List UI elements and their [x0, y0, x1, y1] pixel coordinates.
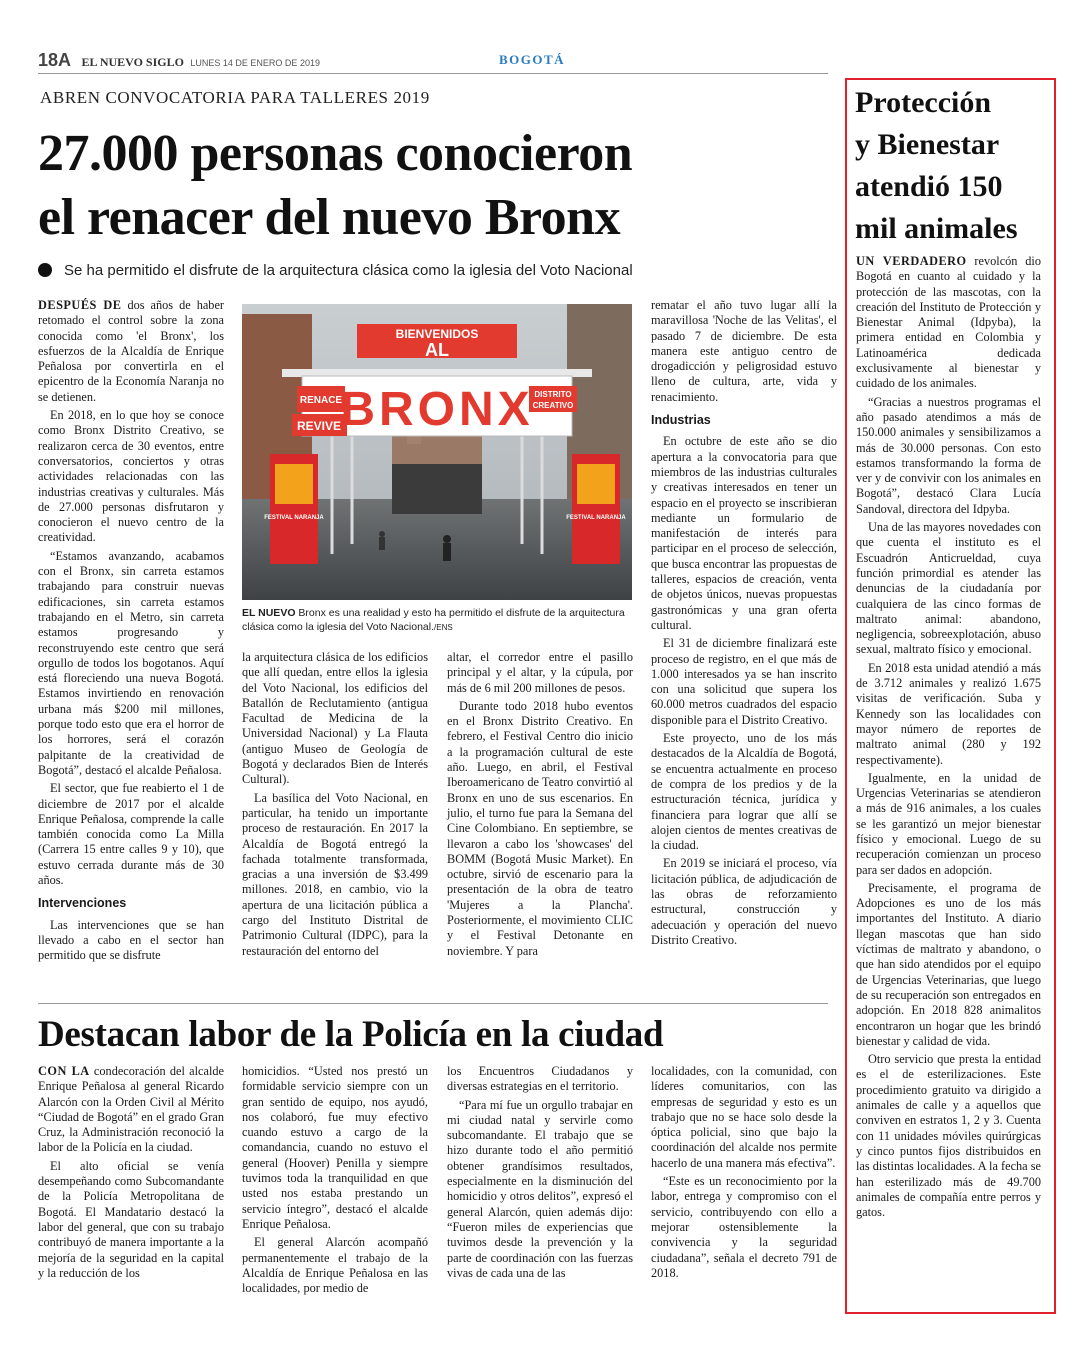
sign-creativo: CREATIVO [532, 401, 574, 410]
sidebar-body [856, 254, 1041, 1223]
photo-caption [242, 606, 634, 635]
article-column-2 [242, 650, 428, 962]
sidebar-title-line-1: Protección [855, 86, 992, 119]
paragraph: En 2019 se iniciará el proceso, vía licitación pública, de adjudicación de las obras de reforzamiento estructural, construcción y adecuación y operación del nuevo Distrito Creativo. [651, 856, 837, 947]
sidebar-title [855, 82, 1050, 250]
paragraph: El general Alarcón acompañó permanentemente el trabajo de la Alcaldía de Enrique Peñalosa en las localidades, por medio de [242, 1235, 428, 1296]
caption-text: Bronx es una realidad y esto ha permitido el disfrute de la arquitectura clásica como la iglesia del Voto Nacional. [242, 607, 625, 633]
paragraph: En octubre de este año se dio apertura a la convocatoria para que miembros de las industrias culturales y creativas interesados en tener un espacio en el proyecto se inscribieran mediante un formulario de manifestación de interés para participar en el proceso de selección, que busca encontrar las propuestas de talleres, espacios de creación, venta de objetos únicos, nuevas propuestas gastronómicas y una gran oferta cultural. [651, 434, 837, 632]
article-column-1 [38, 298, 224, 966]
second-column-3 [447, 1064, 633, 1284]
issue-date: LUNES 14 DE ENERO DE 2019 [190, 58, 320, 68]
banner-main-text: BRONX [340, 383, 534, 436]
second-column-4 [651, 1064, 837, 1284]
paragraph: En 2018 esta unidad atendió a más de 3.712 animales y realizó 1.675 visitas de verificación. Suba y Kennedy son las localidades con mayor número de reportes de maltrato animal (280 y 192 respectivamente). [856, 660, 1041, 767]
sidebar-title-line-3: atendió 150 [855, 170, 1003, 203]
paragraph: En 2018, en lo que hoy se conoce como Bronx Distrito Creativo, se realizaron cerca de 30 eventos, entre conversatorios, conciertos y otras actividades relacionadas con las industrias creativas y culturales. Más de 27.000 personas disfrutaron y conocieron el nuevo centro de la creatividad. [38, 408, 224, 545]
poster-left-text: FESTIVAL NARANJA [264, 515, 324, 521]
article-divider [38, 1003, 828, 1004]
paragraph: localidades, con la comunidad, con líderes comunitarios, con las empresas de seguridad y esto es un trabajo que no se hace solo desde la óptica policial, sino que bajo la coordinación del alcalde nos permite hacerlo de una manera más efectiva”. [651, 1064, 837, 1170]
headline-line-1: 27.000 personas conocieron [38, 125, 633, 182]
main-headline [38, 122, 838, 250]
paragraph: “Este es un reconocimiento por la labor, entrega y compromiso con el servicio, contribuyendo con ello a mejorar ostensiblemente la convivencia y la seguridad ciudadana”, señala el decreto 791 de 2018. [651, 1174, 837, 1280]
paragraph: La basílica del Voto Nacional, en particular, ha tenido un importante proceso de restauración. En 2017 la Alcaldía de Bogotá entregó la fachada totalmente transformada, gracias a una inversión de $3.499 millones. 2018, en cambio, vio la apertura de una licitación pública a cargo del Instituto Distrital de Patrimonio Cultural (IDPC), para la restauración del entorno del [242, 790, 428, 958]
paragraph: rematar el año tuvo lugar allí la maravillosa 'Noche de las Velitas', el pasado 7 de diciembre. De esta manera este antiguo centro de drogadicción y peligrosidad estuvo lleno de cultura, arte, vida y renacimiento. [651, 298, 837, 404]
subheading: Industrias [651, 413, 711, 428]
article-subtitle [38, 262, 633, 279]
page-header [38, 50, 320, 71]
newspaper-name: EL NUEVO SIGLO [81, 55, 184, 69]
sidebar-title-line-2: y Bienestar [855, 128, 1000, 161]
poster-right-text: FESTIVAL NARANJA [566, 515, 626, 521]
lead-in: DESPUÉS DE [38, 298, 122, 312]
article-column-4 [651, 298, 837, 951]
sign-distrito: DISTRITO [534, 390, 572, 399]
paragraph: Una de las mayores novedades con que cuenta el instituto es el Escuadrón Anticrueldad, cuya función primordial es atender las denuncias de la ciudadanía por cualquiera de las cinco formas de maltrato animal: abandono, negligencia, sobreexplotación, abuso sexual, maltrato físico y emocional. [856, 520, 1041, 657]
second-headline: Destacan labor de la Policía en la ciudad [38, 1014, 664, 1055]
banner-al-text: AL [425, 340, 449, 360]
lead-in: UN VERDADERO [856, 254, 967, 268]
paragraph: Igualmente, en la unidad de Urgencias Veterinarias se atendieron a más de 916 animales, a los cuales se les garantizó un mejor bienestar físico y emocional. Luego de su recuperación comienzan un proceso para ser dados en adopción. [856, 770, 1041, 877]
paragraph: UN VERDADERO revolcón dio Bogotá en cuanto al cuidado y la protección de las mascotas, con la creación del Instituto de Protección y Bienestar Animal (Idpyba), la primera entidad en Colombia y Latinoamérica dedicada exclusivamente al bienestar y cuidado de los animales. [856, 254, 1041, 391]
second-column-1 [38, 1064, 224, 1284]
headline-line-2: el renacer del nuevo Bronx [38, 189, 621, 246]
caption-label: EL NUEVO [242, 607, 296, 619]
paragraph: Precisamente, el programa de Adopciones es uno de los más importantes del Instituto. A diario llegan mascotas que han sido víctimas de maltrato y abandono, o que han sido atendidos por el equipo de Urgencias Veterinarias, que luego de su recuperación son entregados en adopción. En 2018 828 animalitos encontraron un hogar que les brindó bienestar y calidad de vida. [856, 880, 1041, 1048]
paragraph: “Estamos avanzando, acabamos con el Bronx, sin carreta estamos trabajando para construir nuevas edificaciones, sin carreta estamos trabajando en el Metro, sin carreta estamos progresando y reconstruyendo este centro que será orgullo de todos los bogotanos. Aquí está floreciendo una nueva Bogotá. Estamos invirtiendo en renovación urbana más $200 mil millones, porque todo esto que era el horror de los horrores, será el corazón palpitante de la creatividad de Bogotá”, destacó el alcalde Peñalosa. [38, 548, 224, 777]
paragraph: Las intervenciones que se han llevado a cabo en el sector han permitido que se disfrute [38, 917, 224, 963]
bronx-gate-illustration [242, 304, 632, 600]
paragraph: CON LA condecoración del alcalde Enrique Peñalosa al general Ricardo Alarcón con la Orden Civil al Mérito “Ciudad de Bogotá” en el grado Gran Cruz, la Administración reconoció la labor de la Policía en la ciudad. [38, 1064, 224, 1155]
page-number: 18A [38, 50, 72, 70]
paragraph: altar, el corredor entre el pasillo principal y el altar, y la cúpula, por más de 6 mil 200 millones de pesos. [447, 650, 633, 695]
subtitle-text: Se ha permitido el disfrute de la arquitectura clásica como la iglesia del Voto Nacional [64, 262, 633, 279]
paragraph: homicidios. “Usted nos prestó un formidable servicio siempre con un gran sentido de equipo, nos ayudó, nos colaboró, fue muy efectivo cuando estuvo a cargo de la comandancia, cuando no estuvo el general (Hoover) Penilla y siempre tuvimos toda la tranquilidad en que usted nos estaba prestando un servicio íntegro”, destacó el alcalde Enrique Peñalosa. [242, 1064, 428, 1231]
paragraph: El alto oficial se venía desempeñando como Subcomandante de la Policía Metropolitana de Bogotá. El Mandatario destacó la labor del general, que con su trabajo contribuyó de manera importante a la mejoría de la seguridad en la capital y la reducción de los [38, 1158, 224, 1280]
second-column-2 [242, 1064, 428, 1299]
section-name: BOGOTÁ [499, 52, 566, 67]
photo-credit: /ENS [434, 623, 453, 632]
bullet-icon [38, 263, 52, 277]
sign-revive: REVIVE [296, 419, 342, 433]
article-column-3 [447, 650, 633, 962]
subheading: Intervenciones [38, 896, 127, 911]
paragraph: El 31 de diciembre finalizará este proceso de registro, en el que más de 1.000 interesados ya se han inscrito con una solicitud que supera los 60.000 metros cuadrados del espacio disponible para el Distrito Creativo. [651, 636, 837, 727]
bronx-photo [242, 304, 632, 600]
banner-top-text: BIENVENIDOS [395, 327, 479, 341]
paragraph: Este proyecto, uno de los más destacados de la Alcaldía de Bogotá, se encuentra actualmente en proceso de compra de los predios y de la estructuración técnica, jurídica y financiera para lograr que allí se alojen cientos de mentes creativas de la ciudad. [651, 731, 837, 853]
lead-in: CON LA [38, 1064, 90, 1078]
sign-renace: RENACE [299, 395, 343, 406]
sidebar-title-line-4: mil animales [855, 212, 1018, 245]
paragraph: la arquitectura clásica de los edificios que allí quedan, entre ellos la iglesia del Voto Nacional, los edificios del Batallón de Reclutamiento (antigua Facultad de Medicina de la Universidad Nacional) y La Flauta (antiguo Museo de Geología de Bogotá y declarados Bien de Interés Cultural). [242, 650, 428, 787]
paragraph: “Para mí fue un orgullo trabajar en mi ciudad natal y servirle como subcomandante. El trabajo que se hizo durante todo el año permitió obtener grandísimos resultados, especialmente en la disminución del homicidio y otros delitos”, expresó el general Alarcón, quien además dijo: “Fueron miles de experiencias que tuvimos desde la prevención y la parte de coordinación con las fuerzas vivas de cada una de las [447, 1097, 633, 1280]
paragraph: “Gracias a nuestros programas el año pasado atendimos a más de 150.000 animales y sensibilizamos a más de 30.000 personas. Con esto estamos transformando la forma de ver y de convivir con los animales en Bogotá”, destacó Clara Lucía Sandoval, directora del Idpyba. [856, 394, 1041, 516]
header-rule [38, 73, 828, 74]
paragraph: los Encuentros Ciudadanos y diversas estrategias en el territorio. [447, 1064, 633, 1094]
article-kicker: ABREN CONVOCATORIA PARA TALLERES 2019 [40, 88, 430, 107]
paragraph: El sector, que fue reabierto el 1 de diciembre de 2017 por el alcalde Enrique Peñalosa, comprende la calle también conocida como La Milla (Carrera 15 entre calles 9 y 10), que estuvo cerrada durante más de 30 años. [38, 781, 224, 887]
paragraph: Durante todo 2018 hubo eventos en el Bronx Distrito Creativo. En febrero, el Festival Centro dio inicio a la programación cultural de este año. Luego, en abril, el Festival Iberoamericano de Teatro convirtió al Bronx en uno de sus escenarios. En julio, el turno fue para la Semana del Cine Colombiano. En septiembre, se llevaron a cabo los 'showcases' del BOMM (Bogotá Music Market). En octubre, sirvió de escenario para la presentación de la obra de teatro 'Mujeres a la Plancha'. Posteriormente, el movimiento CLIC y el Festival Detonante en noviembre. Y para [447, 698, 633, 958]
paragraph: Otro servicio que presta la entidad es el de esterilizaciones. Este procedimiento gratuito va dirigido a animales de calle y a aquellos que conviven en estratos 1, 2 y 3. Cuenta con 11 unidades móviles quirúrgicas y cinco puntos fijos distribuidos en las distintas localidades. A la fecha se han esterilizado más de 49.700 animales de compañía entre perros y gatos. [856, 1052, 1041, 1220]
paragraph: DESPUÉS DE dos años de haber retomado el control sobre la zona conocida como 'el Bronx', los esfuerzos de la Alcaldía de Enrique Peñalosa por convertirla en el epicentro de la Economía Naranja no se detienen. [38, 298, 224, 404]
